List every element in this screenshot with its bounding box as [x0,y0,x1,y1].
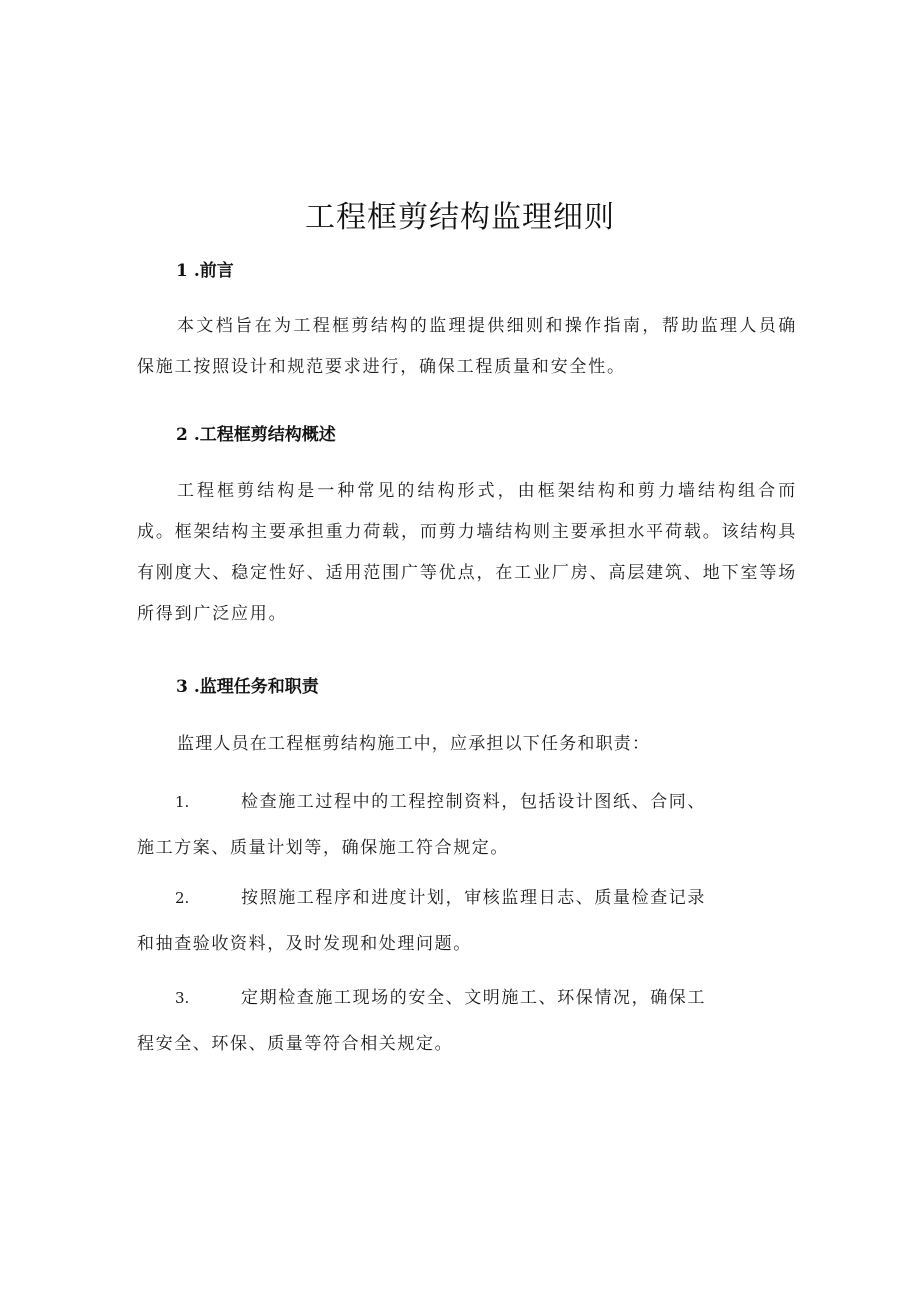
list-item [137,886,777,956]
section-title-2: .工程框剪结构概述 [193,425,336,445]
section-title-3: .监理任务和职责 [193,677,319,697]
section-title-1: .前言 [193,261,234,281]
section-paragraph-3: 监理人员在工程框剪结构施工中，应承担以下任务和职责： [177,734,651,754]
section-paragraph-1: 本文档旨在为工程框剪结构的监理提供细则和操作指南，帮助监理人员确保施工按照设计和规范要求进行，确保工程质量和安全性。 [137,316,797,377]
document-title: 工程框剪结构监理细则 [305,200,615,235]
list-item-line1: 检查施工过程中的工程控制资料，包括设计图纸、合同、 [241,792,706,812]
list-item-line1: 定期检查施工现场的安全、文明施工、环保情况，确保工 [241,988,706,1008]
list-item-line2: 和抽查验收资料，及时发现和处理问题。 [137,934,472,954]
list-item [137,986,777,1056]
section-number-2: 2 [176,425,188,445]
list-item-line1: 按照施工程序和进度计划，审核监理日志、质量检查记录 [241,888,706,908]
section-number-1: 1 [176,261,188,281]
section-heading-2 [176,420,336,445]
list-marker: 3. [175,989,190,1007]
section-paragraph-2: 工程框剪结构是一种常见的结构形式，由框架结构和剪力墙结构组合而成。框架结构主要承担重力荷载，而剪力墙结构则主要承担水平荷载。该结构具有刚度大、稳定性好、适用范围广等优点，在工业厂房、高层建筑、地下室等场所得到广泛应用。 [137,481,797,624]
section-number-3: 3 [176,677,188,697]
list-item-line2: 程安全、环保、质量等符合相关规定。 [137,1034,454,1054]
section-heading-3 [176,672,319,697]
list-item [137,790,777,860]
list-marker: 2. [175,889,190,907]
list-item-line2: 施工方案、质量计划等，确保施工符合规定。 [137,838,509,858]
list-marker: 1. [175,793,190,811]
section-heading-1 [176,256,234,281]
